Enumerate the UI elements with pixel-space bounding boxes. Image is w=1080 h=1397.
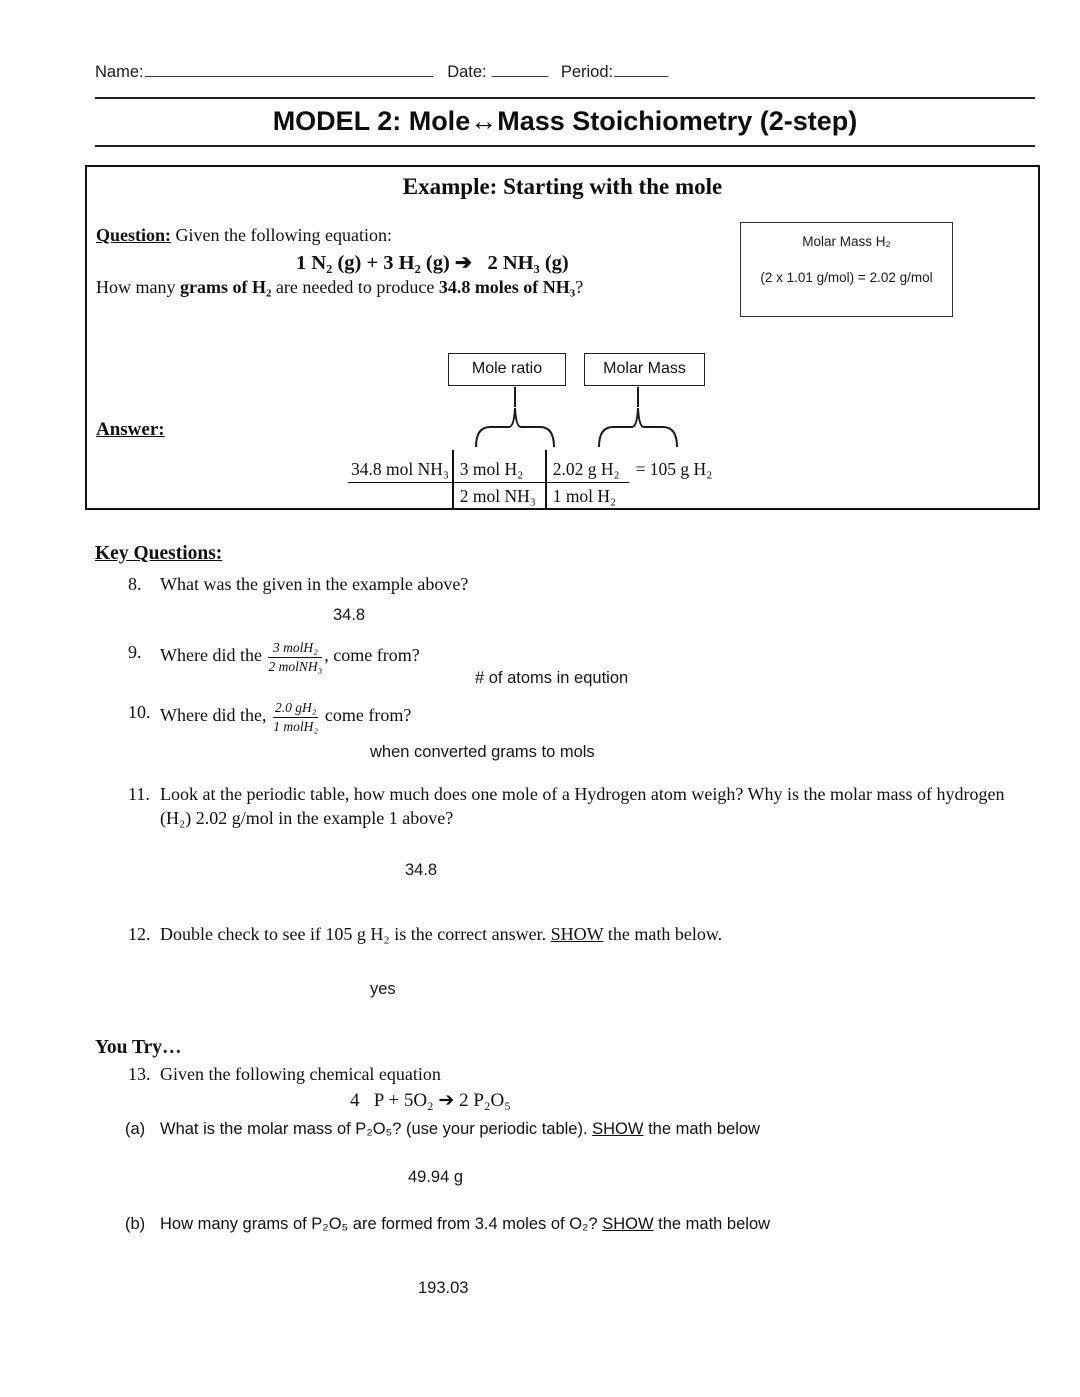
question-text: How many grams of P₂O₅ are formed from 3.4 moles of O₂? <box>160 1215 603 1234</box>
answer-12: yes <box>370 980 396 999</box>
answer-13b: 193.03 <box>418 1279 469 1298</box>
question-text-post: the math below <box>653 1215 771 1234</box>
factor-numerator: 3 mol H₂ <box>454 457 545 483</box>
sub-question-label: (a) <box>125 1120 146 1139</box>
question-11 <box>95 782 1035 830</box>
question-text: Where did the <box>160 645 267 666</box>
prompt-bold-grams: grams of H₂ <box>180 277 272 297</box>
question-block <box>96 225 726 298</box>
molar-mass-sidebox-formula: (2 x 1.01 g/mol) = 2.02 g/mol <box>760 270 933 285</box>
question-text-post: the math below <box>643 1120 760 1139</box>
molar-mass-sidebox-title: Molar Mass H₂ <box>802 234 891 249</box>
chemical-equation-13: 4 P + 5O₂ ➔ 2 P₂O₅ <box>350 1090 511 1112</box>
question-13 <box>95 1062 1035 1086</box>
question-label: Question: <box>96 225 172 245</box>
answer-10: when converted grams to mols <box>370 743 595 762</box>
example-title: Example: Starting with the mole <box>402 174 723 199</box>
brace-icon <box>472 387 558 449</box>
factor-numerator: 2.02 g H₂ <box>547 457 629 483</box>
example-box <box>85 165 1040 510</box>
you-try-heading: You Try… <box>95 1037 182 1059</box>
header-row <box>95 62 1035 82</box>
prompt-pre: How many <box>96 277 180 297</box>
question-number: 11. <box>128 784 150 805</box>
period-blank-line <box>614 62 668 77</box>
question-number: 13. <box>128 1064 151 1085</box>
question-10 <box>95 700 1035 734</box>
key-questions-heading: Key Questions: <box>95 543 223 564</box>
show-emphasis: SHOW <box>550 924 604 945</box>
question-number: 10. <box>128 702 151 722</box>
question-13a <box>95 1117 1035 1141</box>
question-text-post: , come from? <box>324 645 420 666</box>
fraction-numerator: 2.0 gH₂ <box>273 700 318 718</box>
question-13b <box>95 1212 1035 1236</box>
fraction-denominator: 2 molNH₃ <box>268 658 323 674</box>
question-text: Given the following chemical equation <box>160 1064 441 1085</box>
prompt-mid: are needed to produce <box>271 277 439 297</box>
fraction-denominator: 1 molH₂ <box>273 718 319 734</box>
question-prompt <box>96 277 583 297</box>
answer-11: 34.8 <box>405 861 438 880</box>
date-blank-line <box>492 62 548 77</box>
given-value <box>348 457 452 509</box>
given-empty <box>348 483 452 509</box>
factor-denominator: 1 mol H₂ <box>552 486 617 506</box>
answer-9: # of atoms in eqution <box>475 669 629 687</box>
molar-mass-sidebox <box>740 222 953 317</box>
question-number: 8. <box>128 574 142 594</box>
brace-icon <box>595 387 681 449</box>
factor-denominator: 2 mol NH₃ <box>459 486 536 506</box>
question-text: What is the molar mass of P₂O₅? (use your periodic table). <box>160 1120 593 1139</box>
sub-question-label: (b) <box>125 1215 146 1234</box>
name-blank-line <box>145 62 433 77</box>
question-text-post: come from? <box>320 705 412 726</box>
question-9 <box>95 640 1035 692</box>
dimensional-analysis <box>348 457 712 510</box>
question-text: Where did the, <box>160 705 271 726</box>
question-8 <box>95 572 1035 596</box>
answer-8: 34.8 <box>333 606 366 624</box>
period-label: Period: <box>560 63 614 81</box>
page-title: MODEL 2: Mole↔Mass Stoichiometry (2-step) <box>272 106 858 136</box>
fraction <box>273 700 318 734</box>
question-number: 12. <box>128 924 151 945</box>
molar-mass-factor <box>547 457 629 509</box>
question-text: Look at the periodic table, how much does one mole of a Hydrogen atom weigh? Why is the molar mass of hydrogen (H₂) 2.02 g/mol in the example 1 above? <box>160 784 1005 829</box>
fraction <box>268 640 322 674</box>
chemical-equation: 1 N₂ (g) + 3 H₂ (g) ➔ 2 NH₃ (g) <box>296 252 569 274</box>
mole-ratio-factor <box>454 457 545 509</box>
prompt-bold-moles: 34.8 moles of NH₃ <box>438 277 576 297</box>
answer-label: Answer: <box>96 419 165 440</box>
result-value: = 105 g H₂ <box>635 459 713 479</box>
answer-13a: 49.94 g <box>408 1168 464 1187</box>
molar-mass-tag: Molar Mass <box>584 353 705 386</box>
date-label: Date: <box>447 63 487 81</box>
show-emphasis: SHOW <box>592 1120 644 1139</box>
show-emphasis: SHOW <box>602 1215 654 1234</box>
divider-under-title <box>95 145 1035 147</box>
prompt-post: ? <box>575 277 584 297</box>
question-text-post: the math below. <box>603 924 723 945</box>
question-intro: Given the following equation: <box>171 225 392 245</box>
question-number: 9. <box>128 642 142 662</box>
question-12 <box>95 922 1035 946</box>
question-text: Double check to see if 105 g H₂ is the correct answer. <box>160 924 551 945</box>
mole-ratio-tag: Mole ratio <box>448 353 566 386</box>
question-text: What was the given in the example above? <box>160 574 469 594</box>
fraction-numerator: 3 molH₂ <box>268 640 322 658</box>
given-amount: 34.8 mol NH₃ <box>348 457 452 483</box>
name-label: Name: <box>95 63 144 81</box>
